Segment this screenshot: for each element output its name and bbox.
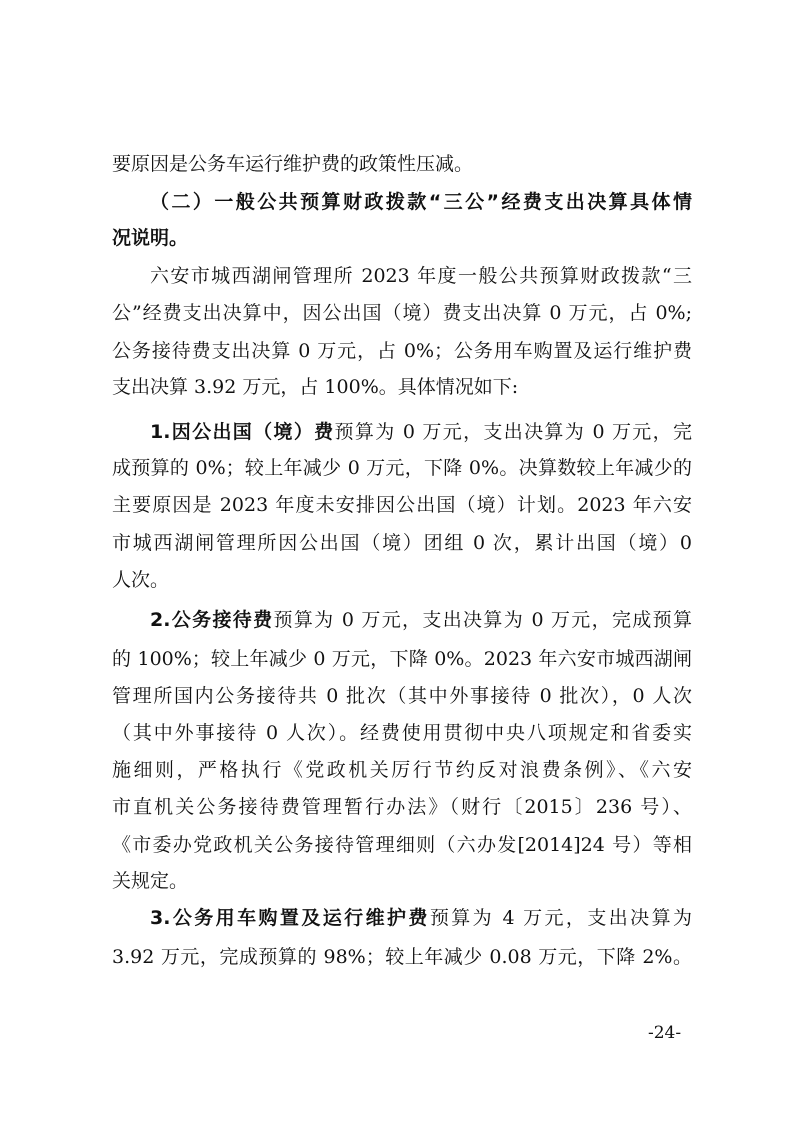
page-number: -24- (648, 1023, 682, 1043)
paragraph-line: 公”经费支出决算中，因公出国（境）费支出决算 0 万元，占 0%; (112, 302, 692, 324)
section-heading-continued: 况说明。 (112, 227, 189, 249)
item-2-text: 预算为 0 万元，支出决算为 0 万元，完成预算 (273, 609, 692, 631)
paragraph-line: 公务接待费支出决算 0 万元，占 0%；公务用车购置及运行维护费 (112, 340, 692, 362)
paragraph-line: 3.92 万元，完成预算的 98%；较上年减少 0.08 万元，下降 2%。 (112, 946, 692, 968)
paragraph-line: 市直机关公务接待费管理暂行办法》（财行〔2015〕236 号）、 (112, 796, 692, 818)
paragraph-line: 成预算的 0%；较上年减少 0 万元，下降 0%。决算数较上年减少的 (112, 457, 692, 479)
paragraph-line: 《市委办党政机关公务接待管理细则（六办发[2014]24 号）等相 (112, 834, 692, 856)
paragraph-line: 市城西湖闸管理所因公出国（境）团组 0 次，累计出国（境）0 (112, 532, 692, 554)
paragraph-line: 要原因是公务车运行维护费的政策性压减。 (112, 153, 474, 175)
paragraph-line: 主要原因是 2023 年度未安排因公出国（境）计划。2023 年六安 (112, 494, 692, 516)
item-2-title: 2.公务接待费 (150, 609, 274, 631)
item-3-title: 3.公务用车购置及运行维护费 (150, 907, 430, 929)
item-1-text: 预算为 0 万元，支出决算为 0 万元，完 (334, 421, 692, 443)
paragraph-line: 的 100%；较上年减少 0 万元，下降 0%。2023 年六安市城西湖闸 (112, 648, 692, 670)
paragraph-line: 关规定。 (112, 870, 189, 892)
paragraph-line: 六安市城西湖闸管理所 2023 年度一般公共预算财政拨款“三 (150, 265, 692, 287)
item-1-first-line (150, 420, 692, 444)
item-3-text: 预算为 4 万元，支出决算为 (429, 907, 692, 929)
paragraph-line: 人次。 (112, 569, 170, 591)
paragraph-line: 支出决算 3.92 万元，占 100%。具体情况如下: (112, 376, 519, 398)
item-2-first-line (150, 608, 692, 632)
section-heading: （二）一般公共预算财政拨款“三公”经费支出决算具体情 (150, 191, 692, 213)
paragraph-line: 管理所国内公务接待共 0 批次（其中外事接待 0 批次），0 人次 (112, 685, 692, 707)
item-1-title: 1.因公出国（境）费 (150, 421, 335, 443)
item-3-first-line (150, 906, 692, 930)
paragraph-line: 施细则，严格执行《党政机关厉行节约反对浪费条例》、《六安 (112, 759, 692, 781)
paragraph-line: （其中外事接待 0 人次）。经费使用贯彻中央八项规定和省委实 (112, 722, 692, 744)
